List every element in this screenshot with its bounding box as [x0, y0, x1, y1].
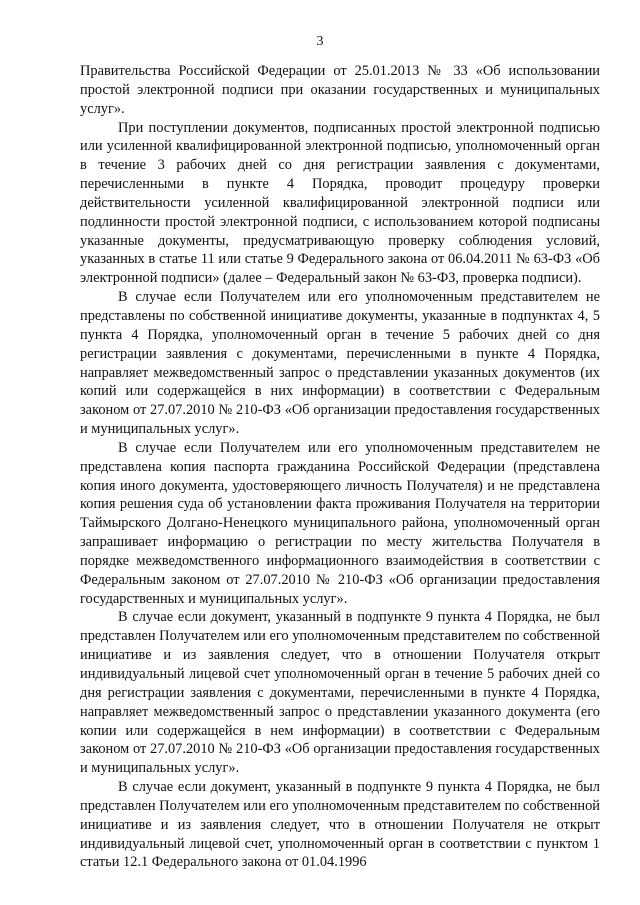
paragraph: При поступлении документов, подписанных простой электронной подписью или усиленной квалифицированной электронной подписью, уполномоченный орган в течение 3 рабочих дней со дня регистрации заявления с документами, перечисленными в пункте 4 Порядка, проводит процедуру проверки действительности усиленной квалифицированной электронной подписи или подлинности простой электронной подписи, с использованием которой подписаны указанные документы, предусматривающую проверку соблюдения условий, указанных в статье 11 или статье 9 Федерального закона от 06.04.2011 № 63-ФЗ «Об электронной подписи» (далее – Федеральный закон № 63-ФЗ, проверка подписи).	[80, 119, 600, 287]
paragraph: В случае если документ, указанный в подпункте 9 пункта 4 Порядка, не был представлен Получателем или его уполномоченным представителем по собственной инициативе и из заявления следует, что в отношении Получателя открыт индивидуальный лицевой счет уполномоченный орган в течение 5 рабочих дней со дня регистрации заявления с документами, перечисленными в пункте 4 Порядка, направляет межведомственный запрос о представлении указанного документа (его копии или содержащейся в нем информации) в соответствии с Федеральным законом от 27.07.2010 № 210-ФЗ «Об организации предоставления государственных и муниципальных услуг».	[80, 609, 600, 777]
paragraph: В случае если Получателем или его уполномоченным представителем не представлена копия паспорта гражданина Российской Федерации (представлена копия иного документа, удостоверяющего личность Получателя) и не представлена копия решения суда об установлении факта проживания Получателя на территории Таймырского Долгано-Ненецкого муниципального района, уполномоченный орган запрашивает информацию о регистрации по месту жительства Получателя в порядке межведомственного информационного взаимодействия в соответствии с Федеральным законом от 27.07.2010 № 210-ФЗ «Об организации предоставления государственных и муниципальных услуг».	[80, 439, 600, 607]
document-body	[80, 62, 600, 872]
page-number: 3	[316, 34, 324, 49]
paragraph: Правительства Российской Федерации от 25.01.2013 № 33 «Об использовании простой электронной подписи при оказании государственных и муниципальных услуг».	[80, 63, 600, 117]
paragraph: В случае если Получателем или его уполномоченным представителем не представлены по собственной инициативе документы, указанные в подпунктах 4, 5 пункта 4 Порядка, уполномоченный орган в течение 5 рабочих дней со дня регистрации заявления с документами, перечисленными в пункте 4 Порядка, направляет межведомственный запрос о представлении указанных документов (их копий или содержащейся в них информации) в соответствии с Федеральным законом от 27.07.2010 № 210-ФЗ «Об организации предоставления государственных и муниципальных услуг».	[80, 289, 600, 438]
paragraph: В случае если документ, указанный в подпункте 9 пункта 4 Порядка, не был представлен Получателем или его уполномоченным представителем по собственной инициативе и из заявления следует, что в отношении Получателя не открыт индивидуальный лицевой счет, уполномоченный орган в соответствии с пунктом 1 статьи 12.1 Федерального закона от 01.04.1996	[80, 779, 600, 871]
